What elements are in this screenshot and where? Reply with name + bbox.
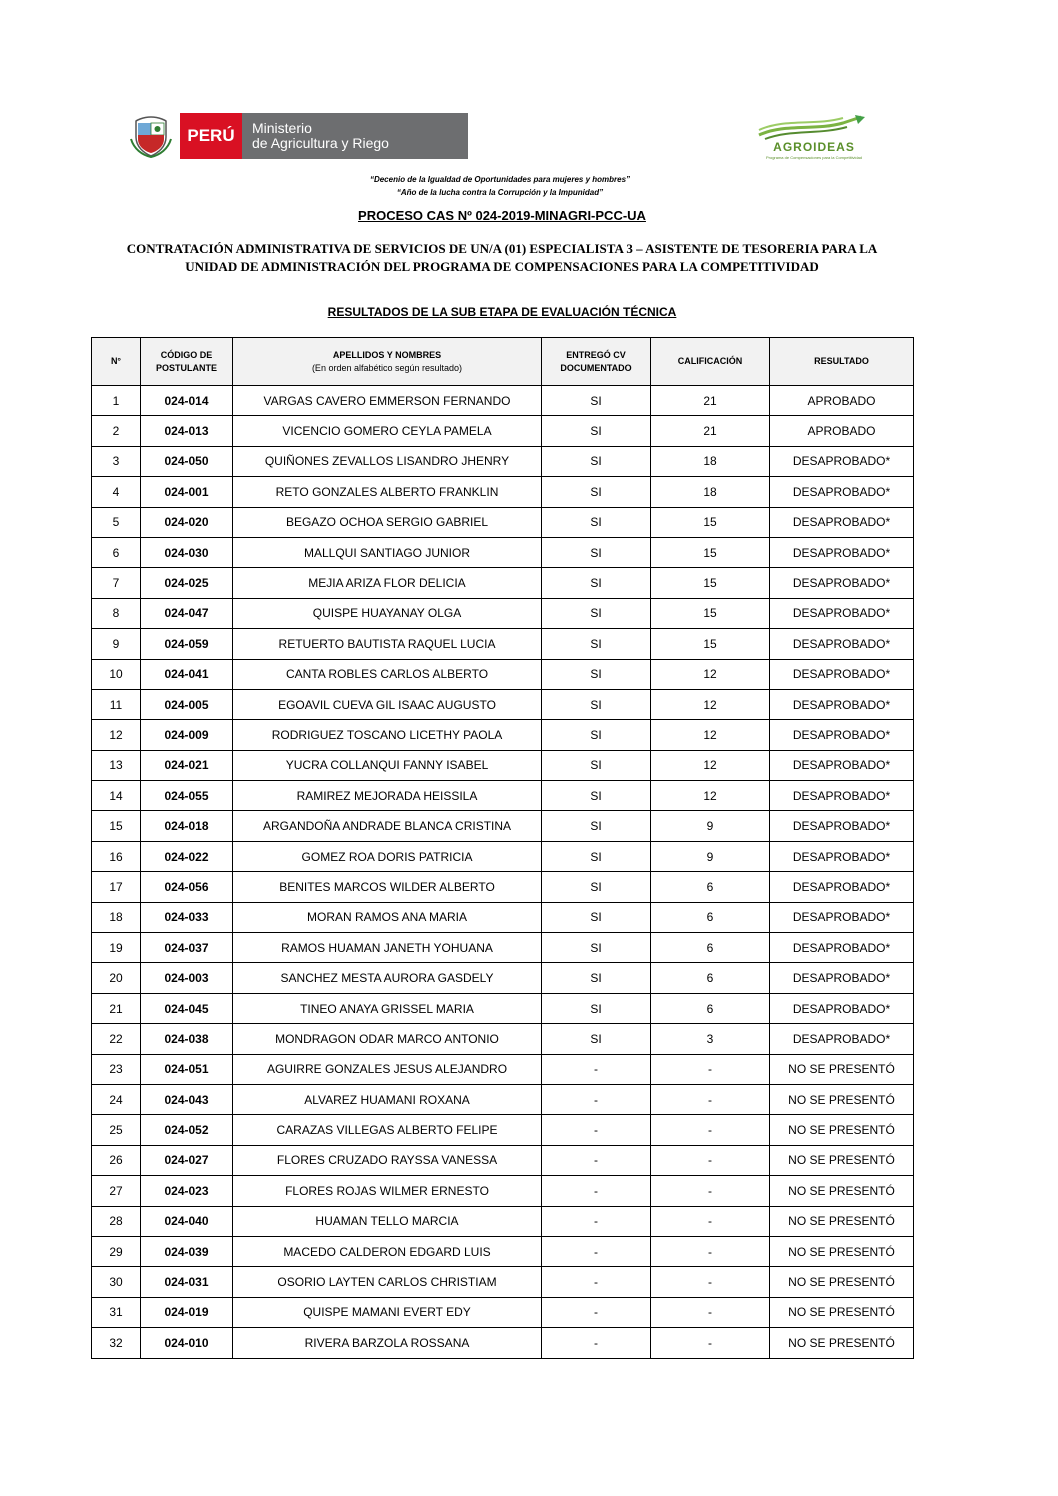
header-cv-line-2: DOCUMENTADO xyxy=(560,362,632,373)
score-cell: - xyxy=(651,1328,770,1358)
result-cell: NO SE PRESENTÓ xyxy=(770,1267,914,1297)
applicant-code-cell: 024-025 xyxy=(141,568,233,598)
applicant-code-cell: 024-041 xyxy=(141,659,233,689)
cv-delivered-cell: SI xyxy=(542,902,651,932)
applicant-name-cell: YUCRA COLLANQUI FANNY ISABEL xyxy=(233,750,542,780)
score-cell: 6 xyxy=(651,872,770,902)
table-row xyxy=(92,1054,914,1084)
table-header-row xyxy=(92,338,914,386)
applicant-code-cell: 024-020 xyxy=(141,507,233,537)
cv-delivered-cell: - xyxy=(542,1328,651,1358)
score-cell: 15 xyxy=(651,598,770,628)
table-row xyxy=(92,1267,914,1297)
header-cv xyxy=(542,338,651,386)
score-cell: - xyxy=(651,1206,770,1236)
applicant-code-cell: 024-059 xyxy=(141,629,233,659)
agroideas-logo xyxy=(755,113,873,163)
cv-delivered-cell: SI xyxy=(542,963,651,993)
applicant-code-cell: 024-018 xyxy=(141,811,233,841)
row-number-cell: 20 xyxy=(92,963,141,993)
applicant-code-cell: 024-021 xyxy=(141,750,233,780)
cv-delivered-cell: SI xyxy=(542,477,651,507)
applicant-code-cell: 024-023 xyxy=(141,1176,233,1206)
applicant-code-cell: 024-033 xyxy=(141,902,233,932)
cv-delivered-cell: SI xyxy=(542,598,651,628)
score-cell: 9 xyxy=(651,841,770,871)
result-cell: DESAPROBADO* xyxy=(770,507,914,537)
row-number-cell: 11 xyxy=(92,689,141,719)
proceso-title: PROCESO CAS Nº 024-2019-MINAGRI-PCC-UA xyxy=(358,208,646,223)
applicant-code-cell: 024-050 xyxy=(141,446,233,476)
table-row xyxy=(92,1145,914,1175)
table-row xyxy=(92,477,914,507)
score-cell: 12 xyxy=(651,689,770,719)
result-cell: NO SE PRESENTÓ xyxy=(770,1084,914,1114)
applicant-name-cell: RIVERA BARZOLA ROSSANA xyxy=(233,1328,542,1358)
applicant-code-cell: 024-055 xyxy=(141,781,233,811)
header-code-line-2: POSTULANTE xyxy=(155,362,217,373)
applicant-code-cell: 024-056 xyxy=(141,872,233,902)
cv-delivered-cell: - xyxy=(542,1145,651,1175)
row-number-cell: 8 xyxy=(92,598,141,628)
applicant-code-cell: 024-052 xyxy=(141,1115,233,1145)
applicant-code-cell: 024-005 xyxy=(141,689,233,719)
header-cv-line-1: ENTREGÓ CV xyxy=(566,349,626,360)
applicant-code-cell: 024-045 xyxy=(141,993,233,1023)
cv-delivered-cell: SI xyxy=(542,781,651,811)
applicant-name-cell: RODRIGUEZ TOSCANO LICETHY PAOLA xyxy=(233,720,542,750)
resultados-title: RESULTADOS DE LA SUB ETAPA DE EVALUACIÓN TÉCNICA xyxy=(327,305,677,319)
result-cell: NO SE PRESENTÓ xyxy=(770,1115,914,1145)
applicant-code-cell: 024-043 xyxy=(141,1084,233,1114)
cv-delivered-cell: SI xyxy=(542,872,651,902)
cv-delivered-cell: SI xyxy=(542,841,651,871)
applicant-name-cell: CANTA ROBLES CARLOS ALBERTO xyxy=(233,659,542,689)
result-cell: DESAPROBADO* xyxy=(770,659,914,689)
cv-delivered-cell: SI xyxy=(542,993,651,1023)
result-cell: DESAPROBADO* xyxy=(770,537,914,567)
result-cell: APROBADO xyxy=(770,416,914,446)
result-cell: DESAPROBADO* xyxy=(770,446,914,476)
decenio-text: “Decenio de la Igualdad de Oportunidades para mujeres y hombres” xyxy=(369,175,631,184)
applicant-code-cell: 024-047 xyxy=(141,598,233,628)
applicant-name-cell: RAMOS HUAMAN JANETH YOHUANA xyxy=(233,933,542,963)
table-row xyxy=(92,568,914,598)
applicant-code-cell: 024-051 xyxy=(141,1054,233,1084)
cv-delivered-cell: SI xyxy=(542,507,651,537)
score-cell: 6 xyxy=(651,902,770,932)
result-cell: DESAPROBADO* xyxy=(770,720,914,750)
result-cell: DESAPROBADO* xyxy=(770,811,914,841)
score-cell: 6 xyxy=(651,933,770,963)
row-number-cell: 16 xyxy=(92,841,141,871)
score-cell: 15 xyxy=(651,629,770,659)
applicant-name-cell: TINEO ANAYA GRISSEL MARIA xyxy=(233,993,542,1023)
applicant-code-cell: 024-010 xyxy=(141,1328,233,1358)
result-cell: DESAPROBADO* xyxy=(770,750,914,780)
row-number-cell: 5 xyxy=(92,507,141,537)
row-number-cell: 25 xyxy=(92,1115,141,1145)
result-cell: DESAPROBADO* xyxy=(770,477,914,507)
table-row xyxy=(92,1084,914,1114)
applicant-code-cell: 024-001 xyxy=(141,477,233,507)
result-cell: NO SE PRESENTÓ xyxy=(770,1297,914,1327)
contrato-title xyxy=(100,240,904,276)
row-number-cell: 31 xyxy=(92,1297,141,1327)
result-cell: NO SE PRESENTÓ xyxy=(770,1236,914,1266)
applicant-name-cell: QUISPE MAMANI EVERT EDY xyxy=(233,1297,542,1327)
table-row xyxy=(92,1206,914,1236)
table-row xyxy=(92,963,914,993)
result-cell: DESAPROBADO* xyxy=(770,598,914,628)
score-cell: 18 xyxy=(651,477,770,507)
cv-delivered-cell: SI xyxy=(542,537,651,567)
row-number-cell: 7 xyxy=(92,568,141,598)
cv-delivered-cell: - xyxy=(542,1054,651,1084)
applicant-code-cell: 024-027 xyxy=(141,1145,233,1175)
result-cell: DESAPROBADO* xyxy=(770,841,914,871)
row-number-cell: 24 xyxy=(92,1084,141,1114)
score-cell: 18 xyxy=(651,446,770,476)
results-table xyxy=(91,337,914,1359)
applicant-name-cell: FLORES ROJAS WILMER ERNESTO xyxy=(233,1176,542,1206)
row-number-cell: 6 xyxy=(92,537,141,567)
table-row xyxy=(92,1236,914,1266)
cv-delivered-cell: SI xyxy=(542,933,651,963)
cv-delivered-cell: SI xyxy=(542,568,651,598)
table-row xyxy=(92,750,914,780)
score-cell: 15 xyxy=(651,568,770,598)
applicant-name-cell: EGOAVIL CUEVA GIL ISAAC AUGUSTO xyxy=(233,689,542,719)
row-number-cell: 30 xyxy=(92,1267,141,1297)
cv-delivered-cell: - xyxy=(542,1115,651,1145)
row-number-cell: 13 xyxy=(92,750,141,780)
score-cell: 6 xyxy=(651,993,770,1023)
result-cell: DESAPROBADO* xyxy=(770,933,914,963)
score-cell: - xyxy=(651,1236,770,1266)
cv-delivered-cell: - xyxy=(542,1206,651,1236)
row-number-cell: 9 xyxy=(92,629,141,659)
table-row xyxy=(92,659,914,689)
cv-delivered-cell: SI xyxy=(542,416,651,446)
row-number-cell: 1 xyxy=(92,386,141,416)
applicant-code-cell: 024-037 xyxy=(141,933,233,963)
applicant-code-cell: 024-009 xyxy=(141,720,233,750)
table-row xyxy=(92,507,914,537)
score-cell: 12 xyxy=(651,720,770,750)
applicant-name-cell: RETUERTO BAUTISTA RAQUEL LUCIA xyxy=(233,629,542,659)
table-row xyxy=(92,1297,914,1327)
applicant-name-cell: GOMEZ ROA DORIS PATRICIA xyxy=(233,841,542,871)
header-code xyxy=(141,338,233,386)
table-row xyxy=(92,1176,914,1206)
result-cell: DESAPROBADO* xyxy=(770,568,914,598)
cv-delivered-cell: - xyxy=(542,1236,651,1266)
applicant-name-cell: MORAN RAMOS ANA MARIA xyxy=(233,902,542,932)
applicant-name-cell: VICENCIO GOMERO CEYLA PAMELA xyxy=(233,416,542,446)
cv-delivered-cell: SI xyxy=(542,1024,651,1054)
table-row xyxy=(92,811,914,841)
row-number-cell: 26 xyxy=(92,1145,141,1175)
score-cell: 12 xyxy=(651,750,770,780)
applicant-code-cell: 024-013 xyxy=(141,416,233,446)
table-row xyxy=(92,689,914,719)
score-cell: 9 xyxy=(651,811,770,841)
score-cell: - xyxy=(651,1176,770,1206)
applicant-name-cell: RETO GONZALES ALBERTO FRANKLIN xyxy=(233,477,542,507)
header-result: RESULTADO xyxy=(770,338,914,386)
score-cell: 6 xyxy=(651,963,770,993)
anio-text: “Año de la lucha contra la Corrupción y la Impunidad” xyxy=(396,188,604,197)
document-header xyxy=(0,0,1058,170)
header-name-line-2: (En orden alfabético según resultado) xyxy=(311,362,463,373)
applicant-name-cell: RAMIREZ MEJORADA HEISSILA xyxy=(233,781,542,811)
table-row xyxy=(92,416,914,446)
agroideas-swoosh-icon xyxy=(755,113,873,141)
table-row xyxy=(92,386,914,416)
score-cell: 21 xyxy=(651,386,770,416)
result-cell: NO SE PRESENTÓ xyxy=(770,1176,914,1206)
score-cell: - xyxy=(651,1084,770,1114)
table-row xyxy=(92,933,914,963)
applicant-name-cell: FLORES CRUZADO RAYSSA VANESSA xyxy=(233,1145,542,1175)
applicant-name-cell: MEJIA ARIZA FLOR DELICIA xyxy=(233,568,542,598)
result-cell: DESAPROBADO* xyxy=(770,629,914,659)
applicant-name-cell: MACEDO CALDERON EDGARD LUIS xyxy=(233,1236,542,1266)
applicant-code-cell: 024-030 xyxy=(141,537,233,567)
table-row xyxy=(92,872,914,902)
cv-delivered-cell: SI xyxy=(542,629,651,659)
cv-delivered-cell: SI xyxy=(542,386,651,416)
decenio-lines xyxy=(0,173,1000,199)
result-cell: DESAPROBADO* xyxy=(770,689,914,719)
score-cell: - xyxy=(651,1267,770,1297)
ministry-line-1: Ministerio xyxy=(252,120,312,136)
row-number-cell: 14 xyxy=(92,781,141,811)
applicant-name-cell: MALLQUI SANTIAGO JUNIOR xyxy=(233,537,542,567)
applicant-name-cell: QUISPE HUAYANAY OLGA xyxy=(233,598,542,628)
row-number-cell: 21 xyxy=(92,993,141,1023)
applicant-code-cell: 024-014 xyxy=(141,386,233,416)
agroideas-name: AGROIDEAS xyxy=(773,140,855,154)
table-row xyxy=(92,446,914,476)
cv-delivered-cell: SI xyxy=(542,446,651,476)
table-row xyxy=(92,781,914,811)
applicant-code-cell: 024-022 xyxy=(141,841,233,871)
result-cell: DESAPROBADO* xyxy=(770,781,914,811)
contrato-line-1: CONTRATACIÓN ADMINISTRATIVA DE SERVICIOS DE UN/A (01) ESPECIALISTA 3 – ASISTENTE DE TESORERIA PARA LA xyxy=(126,241,878,256)
row-number-cell: 2 xyxy=(92,416,141,446)
row-number-cell: 12 xyxy=(92,720,141,750)
row-number-cell: 29 xyxy=(92,1236,141,1266)
score-cell: - xyxy=(651,1115,770,1145)
applicant-code-cell: 024-040 xyxy=(141,1206,233,1236)
table-row xyxy=(92,598,914,628)
cv-delivered-cell: - xyxy=(542,1084,651,1114)
applicant-code-cell: 024-038 xyxy=(141,1024,233,1054)
result-cell: DESAPROBADO* xyxy=(770,993,914,1023)
row-number-cell: 28 xyxy=(92,1206,141,1236)
score-cell: 12 xyxy=(651,659,770,689)
applicant-name-cell: VARGAS CAVERO EMMERSON FERNANDO xyxy=(233,386,542,416)
cv-delivered-cell: - xyxy=(542,1297,651,1327)
applicant-name-cell: OSORIO LAYTEN CARLOS CHRISTIAM xyxy=(233,1267,542,1297)
table-row xyxy=(92,841,914,871)
cv-delivered-cell: SI xyxy=(542,811,651,841)
result-cell: NO SE PRESENTÓ xyxy=(770,1206,914,1236)
row-number-cell: 32 xyxy=(92,1328,141,1358)
table-row xyxy=(92,902,914,932)
row-number-cell: 27 xyxy=(92,1176,141,1206)
cv-delivered-cell: - xyxy=(542,1267,651,1297)
result-cell: DESAPROBADO* xyxy=(770,1024,914,1054)
score-cell: 21 xyxy=(651,416,770,446)
result-cell: DESAPROBADO* xyxy=(770,963,914,993)
ministry-label xyxy=(242,113,468,159)
score-cell: 15 xyxy=(651,507,770,537)
result-cell: DESAPROBADO* xyxy=(770,872,914,902)
applicant-name-cell: ALVAREZ HUAMANI ROXANA xyxy=(233,1084,542,1114)
applicant-name-cell: MONDRAGON ODAR MARCO ANTONIO xyxy=(233,1024,542,1054)
applicant-name-cell: HUAMAN TELLO MARCIA xyxy=(233,1206,542,1236)
table-row xyxy=(92,993,914,1023)
minagri-logo xyxy=(128,113,468,159)
row-number-cell: 22 xyxy=(92,1024,141,1054)
applicant-code-cell: 024-003 xyxy=(141,963,233,993)
cv-delivered-cell: SI xyxy=(542,720,651,750)
peru-label: PERÚ xyxy=(180,113,242,159)
score-cell: - xyxy=(651,1145,770,1175)
result-cell: NO SE PRESENTÓ xyxy=(770,1145,914,1175)
row-number-cell: 4 xyxy=(92,477,141,507)
applicant-name-cell: BENITES MARCOS WILDER ALBERTO xyxy=(233,872,542,902)
row-number-cell: 15 xyxy=(92,811,141,841)
table-row xyxy=(92,629,914,659)
ministry-line-2: de Agricultura y Riego xyxy=(252,135,389,151)
table-row xyxy=(92,537,914,567)
result-cell: APROBADO xyxy=(770,386,914,416)
table-row xyxy=(92,1115,914,1145)
applicant-name-cell: BEGAZO OCHOA SERGIO GABRIEL xyxy=(233,507,542,537)
score-cell: 15 xyxy=(651,537,770,567)
row-number-cell: 3 xyxy=(92,446,141,476)
applicant-name-cell: CARAZAS VILLEGAS ALBERTO FELIPE xyxy=(233,1115,542,1145)
applicant-name-cell: ARGANDOÑA ANDRADE BLANCA CRISTINA xyxy=(233,811,542,841)
score-cell: 12 xyxy=(651,781,770,811)
applicant-code-cell: 024-019 xyxy=(141,1297,233,1327)
cv-delivered-cell: SI xyxy=(542,659,651,689)
row-number-cell: 18 xyxy=(92,902,141,932)
header-code-line-1: CÓDIGO DE xyxy=(160,349,213,360)
applicant-code-cell: 024-039 xyxy=(141,1236,233,1266)
agroideas-subtitle: Programa de Compensaciones para la Competitividad xyxy=(765,155,863,160)
row-number-cell: 17 xyxy=(92,872,141,902)
row-number-cell: 23 xyxy=(92,1054,141,1084)
coat-of-arms-icon xyxy=(128,113,174,159)
result-cell: DESAPROBADO* xyxy=(770,902,914,932)
applicant-name-cell: SANCHEZ MESTA AURORA GASDELY xyxy=(233,963,542,993)
table-row xyxy=(92,1024,914,1054)
cv-delivered-cell: SI xyxy=(542,750,651,780)
result-cell: NO SE PRESENTÓ xyxy=(770,1328,914,1358)
applicant-code-cell: 024-031 xyxy=(141,1267,233,1297)
score-cell: - xyxy=(651,1054,770,1084)
result-cell: NO SE PRESENTÓ xyxy=(770,1054,914,1084)
applicant-name-cell: AGUIRRE GONZALES JESUS ALEJANDRO xyxy=(233,1054,542,1084)
contrato-line-2: UNIDAD DE ADMINISTRACIÓN DEL PROGRAMA DE COMPENSACIONES PARA LA COMPETITIVIDAD xyxy=(185,259,819,274)
header-name xyxy=(233,338,542,386)
cv-delivered-cell: - xyxy=(542,1176,651,1206)
row-number-cell: 10 xyxy=(92,659,141,689)
applicant-name-cell: QUIÑONES ZEVALLOS LISANDRO JHENRY xyxy=(233,446,542,476)
cv-delivered-cell: SI xyxy=(542,689,651,719)
table-row xyxy=(92,1328,914,1358)
table-row xyxy=(92,720,914,750)
score-cell: 3 xyxy=(651,1024,770,1054)
score-cell: - xyxy=(651,1297,770,1327)
header-num: N° xyxy=(92,338,141,386)
header-name-line-1: APELLIDOS Y NOMBRES xyxy=(332,349,442,360)
header-score: CALIFICACIÓN xyxy=(651,338,770,386)
row-number-cell: 19 xyxy=(92,933,141,963)
